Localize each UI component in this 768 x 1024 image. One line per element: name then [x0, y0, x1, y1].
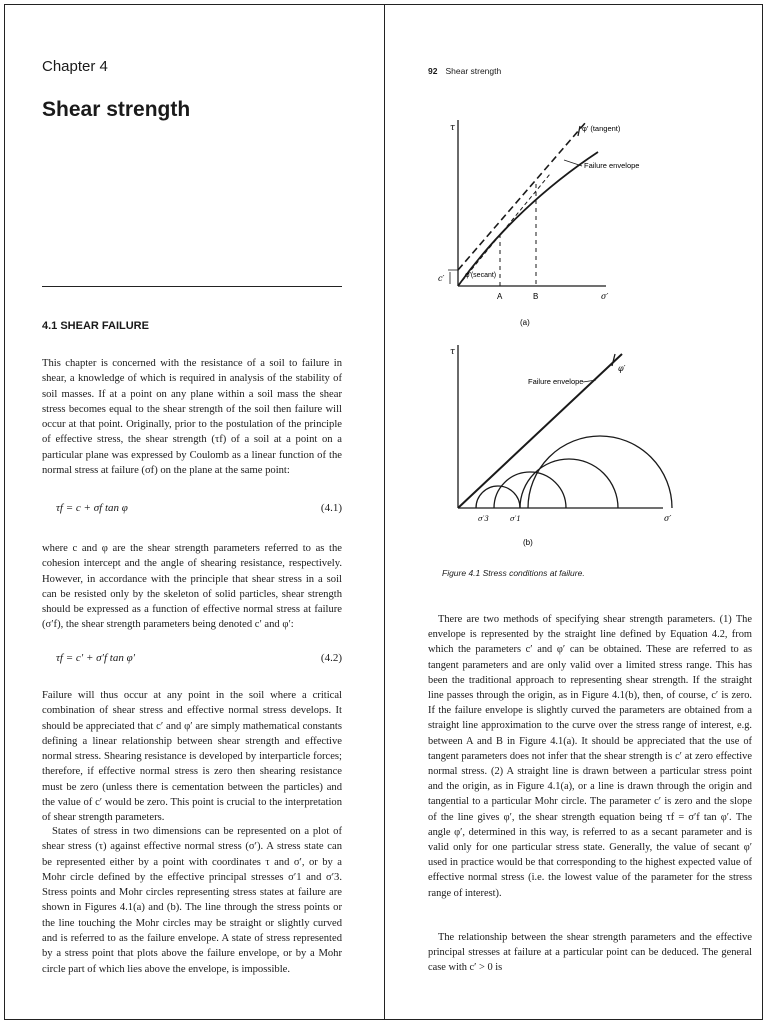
right-paragraph-1: There are two methods of specifying shear strength parameters. (1) The envelope is represented by the straight line defined by Equation 4.2, from which the parameters c′ and φ′ can be obtained. These are referred to as tangent parameters and are only valid over a limited stress range. This has been the traditional approach to representing shear strength. If the straight line passes through the origin, as in Figure 4.1(b), then, of course, c′ is zero. If the failure envelope is slightly curved the parameters are obtained from a straight line approximation to the curve over the stress range of interest, e.g. between A and B in Figure 4.1(a). It should be appreciated that the use of tangent parameters does not infer that the shear strength is c′ at zero effective normal stress. (2) A straight line is drawn between a particular stress point and the origin, as in Figure 4.1(a), or a line is drawn through the origin and tangential to a particular Mohr circle. The parameter c′ is zero and the slope of the line gives φ′, the shear strength equation being τf = σ′f tan φ′. The angle φ′, determined in this way, is referred to as a secant parameter and is valid only for one particular stress state. Generally, the value of secant φ′ used in practice would be that corresponding to the highest expected value of effective normal stress (i.e. the lowest value of the parameter for the stress range of interest). [428, 614, 752, 899]
section-rule [42, 286, 342, 287]
chapter-label: Chapter 4 [42, 58, 108, 75]
equation-text: τf = c + σf tan φ [56, 502, 128, 514]
sigma-axis-label: σ′ [601, 292, 609, 301]
page-number: 92 [428, 66, 438, 76]
tau-axis-label: τ [450, 347, 455, 357]
mohr-circle-3 [520, 459, 618, 508]
envelope-leader [564, 160, 582, 166]
equation-4-2 [56, 652, 342, 664]
sigma-axis-label: σ′ [664, 514, 672, 523]
sigma-1-label: σ′1 [510, 515, 521, 523]
tau-axis-label: τ [450, 123, 455, 133]
section-heading: 4.1 SHEAR FAILURE [42, 320, 149, 332]
running-head-title: Shear strength [445, 66, 502, 76]
figure-caption: Figure 4.1 Stress conditions at failure. [442, 568, 585, 578]
right-paragraph-2: The relationship between the shear strength parameters and the effective principal stresses at failure at a particular point can be deduced. The general case with c′ > 0 is [428, 932, 752, 974]
mohr-circle-1 [476, 486, 520, 508]
point-b-label: B [533, 292, 539, 301]
equation-4-1 [56, 502, 342, 514]
c-intercept-label: c′ [438, 274, 445, 283]
phi-label: φ′ [618, 364, 626, 373]
envelope-label: Failure envelope [584, 161, 640, 170]
tangent-label: φ′ (tangent) [582, 124, 621, 133]
chapter-title: Shear strength [42, 98, 191, 121]
figure-4-1a [428, 110, 658, 335]
equation-number: (4.1) [320, 502, 342, 514]
failure-envelope-curve [458, 152, 598, 286]
paragraph-4: States of stress in two dimensions can be represented on a plot of shear stress (τ) against effective normal stress (σ′). A stress state can be represented either by a point with coordinates τ and σ′, or by a Mohr circle defined by the effective principal stresses σ′1 and σ′3. Stress points and Mohr circles representing stress states at failure are shown in Figures 4.1(a) and (b). The line through the stress points or the line touching the Mohr circles may be straight or slightly curved and is referred to as the failure envelope. A state of stress represented by a stress point that plots above the failure envelope, or by a Mohr circle part of which lies above the envelope, is impossible. [42, 826, 342, 975]
tangent-angle-marker [578, 126, 580, 136]
equation-number: (4.2) [320, 652, 342, 664]
running-head [428, 66, 501, 76]
tangent-line [458, 122, 586, 270]
figure-4-1b [428, 340, 678, 555]
paragraph-2: where c and φ are the shear strength parameters referred to as the cohesion intercept and the angle of shearing resistance, respectively. However, in accordance with the principle that shear stress in a soil can be resisted only by the skeleton of solid particles, shear strength should be expressed as a function of effective normal stress at failure (σ′f), the shear strength parameters being denoted c′ and φ′: [42, 543, 342, 631]
paragraph-1: This chapter is concerned with the resistance of a soil to failure in shear, a knowledge of which is required in analysis of the stability of soil masses. If at a point on any plane within a soil mass the shear stress becomes equal to the shear strength of the soil then failure will occur at that point. Originally, prior to the postulation of the principle of effective stress, the shear strength (τf) of a soil at a point on a particular plane was expressed by Coulomb as a linear function of the normal stress at failure (σf) on the plane at the same point: [42, 358, 342, 477]
point-a-label: A [497, 292, 503, 301]
fig-b-caption: (b) [523, 538, 533, 547]
secant-label: φ′(secant) [465, 272, 497, 279]
paragraph-3: Failure will thus occur at any point in the soil where a critical combination of shear stress and effective normal stress develops. It should be appreciated that c′ and φ′ are simply mathematical constants defining a linear relationship between shear strength and effective normal stress. Shearing resistance is developed by interparticle forces; therefore, if effective normal stress is zero then shearing resistance must be zero (unless there is cementation between the particles) and the value of c′ would be zero. This point is crucial to the interpretation of shear strength parameters. [42, 690, 342, 824]
sigma-3-label: σ′3 [478, 515, 489, 523]
page-spine [384, 4, 385, 1020]
fig-a-caption: (a) [520, 318, 530, 327]
equation-text: τf = c′ + σ′f tan φ′ [56, 652, 136, 664]
mohr-circle-4 [528, 436, 672, 508]
envelope-label: Failure envelope [528, 377, 584, 386]
secant-line [458, 174, 550, 286]
